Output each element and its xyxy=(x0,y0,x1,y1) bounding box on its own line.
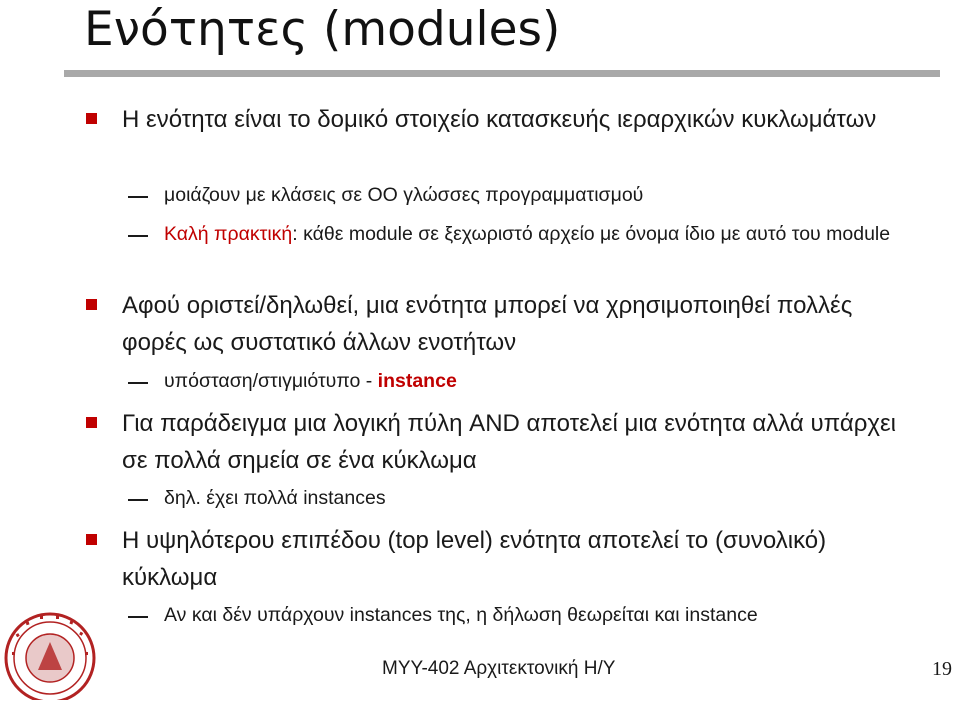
bullet-text: Η υψηλότερου επιπέδου (top level) ενότητα αποτελεί το (συνολικό) κύκλωμα xyxy=(122,527,827,591)
sub-bullet-3-1 xyxy=(164,483,924,514)
bullet-text: Η ενότητα είναι το δομικό στοιχείο κατασκευής ιεραρχικών κυκλωμάτων xyxy=(122,106,877,133)
sub-bullet-4-1 xyxy=(164,600,924,631)
dash-bullet-icon xyxy=(128,616,148,618)
sub-bullet-2-1 xyxy=(164,366,924,397)
bullet-text: Αφού οριστεί/δηλωθεί, μια ενότητα μπορεί να χρησιμοποιηθεί πολλές φορές ως συστατικό άλλων ενοτήτων xyxy=(122,292,853,356)
dash-bullet-icon xyxy=(128,382,148,384)
bullet-item-1 xyxy=(122,101,922,138)
dash-bullet-icon xyxy=(128,235,148,237)
highlight-text: instance xyxy=(377,370,457,392)
bullet-item-4 xyxy=(122,522,922,596)
bullet-text: Για παράδειγμα μια λογική πύλη AND αποτελεί μια ενότητα αλλά υπάρχει σε πολλά σημεία σε ένα κύκλωμα xyxy=(122,410,896,474)
seal-icon xyxy=(2,604,98,700)
dash-bullet-icon xyxy=(128,499,148,501)
square-bullet-icon xyxy=(86,417,97,428)
dash-bullet-icon xyxy=(128,196,148,198)
sub-bullet-text: Αν και δέν υπάρχουν instances της, η δήλωση θεωρείται και instance xyxy=(164,604,758,626)
university-seal-logo xyxy=(2,604,98,700)
square-bullet-icon xyxy=(86,534,97,545)
sub-bullet-text: δηλ. έχει πολλά instances xyxy=(164,487,386,509)
sub-bullet-1-1 xyxy=(164,180,924,211)
bullet-item-2 xyxy=(122,287,922,361)
bullet-item-3 xyxy=(122,405,922,479)
sub-bullet-text: μοιάζουν με κλάσεις σε OO γλώσσες προγραμματισμού xyxy=(164,184,644,206)
sub-bullet-1-2 xyxy=(164,219,924,250)
sub-bullet-text: : κάθε module σε ξεχωριστό αρχείο με όνομα ίδιο με αυτό του module xyxy=(292,223,891,245)
square-bullet-icon xyxy=(86,113,97,124)
sub-bullet-text: υπόσταση/στιγμιότυπο - xyxy=(164,370,378,392)
square-bullet-icon xyxy=(86,299,97,310)
page-number: 19 xyxy=(932,658,952,680)
footer-course-name: ΜΥΥ-402 Αρχιτεκτονική Η/Υ xyxy=(382,658,616,679)
highlight-text: Καλή πρακτική xyxy=(164,223,293,245)
slide-title: Ενότητες (modules) xyxy=(84,2,561,57)
